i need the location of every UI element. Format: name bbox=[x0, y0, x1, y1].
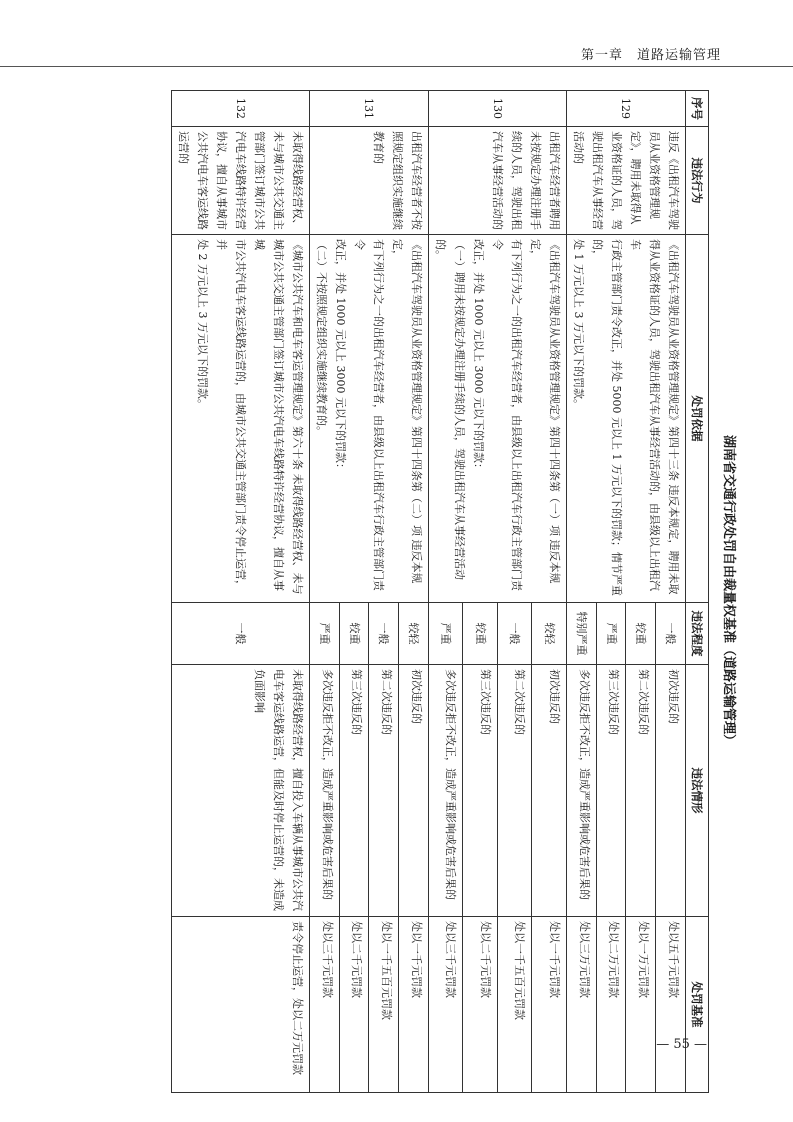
row-degree: 较重 bbox=[339, 603, 369, 665]
row-circumstance: 第三次违反的 bbox=[339, 665, 369, 917]
row-degree: 一般 bbox=[369, 603, 399, 665]
row-circumstance: 多次违反拒不改正，造成严重影响或危害后果的 bbox=[429, 665, 464, 917]
basis-line: 城市公共交通主管部门签订城市公共汽电车线路特许经营协议，擅自从事城 bbox=[253, 239, 285, 591]
row-degree: 一般 bbox=[656, 603, 686, 665]
row-circumstance: 多次违反拒不改正，造成严重影响或危害后果的 bbox=[567, 665, 597, 917]
basis-line: 《城市公共汽车和电车客运管理规定》第六十条 未取得线路经营权、未与 bbox=[291, 239, 304, 595]
row-circumstance: 第二次违反的 bbox=[498, 665, 533, 917]
header-degree: 违法程度 bbox=[686, 603, 709, 665]
row-standard: 处以一万元罚款 bbox=[626, 917, 656, 1093]
row-act: 出租汽车经营者不按照规定组织实施继续教育的 bbox=[310, 127, 429, 235]
table-row bbox=[656, 91, 686, 1093]
penalty-standard-table bbox=[171, 90, 709, 1093]
header-standard: 处罚基准 bbox=[686, 917, 709, 1093]
row-circumstance: 多次违反拒不改正，造成严重影响或危害后果的 bbox=[310, 665, 340, 917]
row-standard: 处以三千元罚款 bbox=[310, 917, 340, 1093]
row-degree: 特别严重 bbox=[567, 603, 597, 665]
running-header: 第一章 道路运输管理 bbox=[580, 48, 721, 63]
basis-line: 改正，并处 1000 元以上 3000 元以下的罚款： bbox=[334, 239, 347, 474]
row-standard: 处以一千五百元罚款 bbox=[369, 917, 399, 1093]
row-standard: 处以五千元罚款 bbox=[656, 917, 686, 1093]
row-act: 违反《出租汽车驾驶员从业资格管理规定》，聘用未取得从业资格证的人员，驾驶出租汽车从事经营活动的 bbox=[567, 127, 686, 235]
row-circumstance: 第二次违反的 bbox=[369, 665, 399, 917]
row-degree: 严重 bbox=[596, 603, 626, 665]
row-standard: 处以二万元罚款 bbox=[596, 917, 626, 1093]
row-standard: 责令停止运营，处以二万元罚款 bbox=[172, 917, 310, 1093]
row-seq: 130 bbox=[429, 91, 567, 127]
table-title: 湖南省交通行政处罚自由裁量权基准（道路运输管理） bbox=[721, 434, 736, 747]
row-degree: 较重 bbox=[626, 603, 656, 665]
page-number: — 55 — bbox=[656, 1037, 707, 1052]
basis-line: 处 1 万元以上 3 万元以下的罚款。 bbox=[572, 239, 585, 410]
row-standard: 处以二千元罚款 bbox=[339, 917, 369, 1093]
table-row bbox=[399, 91, 429, 1093]
row-circumstance: 初次违反的 bbox=[399, 665, 429, 917]
row-standard: 处以一千元罚款 bbox=[532, 917, 567, 1093]
row-act: 出租汽车经营者聘用未按规定办理注册手续的人员，驾驶出租汽车从事经营活动的 bbox=[429, 127, 567, 235]
basis-line: 市公共汽电车客运线路运营的，由城市公共交通主管部门责令停止运营，并 bbox=[215, 239, 247, 591]
row-basis bbox=[310, 235, 429, 603]
row-standard: 处以三千元罚款 bbox=[429, 917, 464, 1093]
row-degree: 严重 bbox=[429, 603, 464, 665]
row-circumstance: 初次违反的 bbox=[532, 665, 567, 917]
row-basis bbox=[172, 235, 310, 603]
row-circumstance: 第三次违反的 bbox=[596, 665, 626, 917]
basis-line: 《出租汽车驾驶员从业资格管理规定》第四十四条第（一）项 违反本规定， bbox=[529, 239, 561, 584]
header-circumstance: 违法情形 bbox=[686, 665, 709, 917]
row-degree: 一般 bbox=[172, 603, 310, 665]
rotated-table-area bbox=[61, 90, 743, 1092]
header-basis: 处罚依据 bbox=[686, 235, 709, 603]
row-circumstance: 第二次违反的 bbox=[626, 665, 656, 917]
row-degree: 一般 bbox=[498, 603, 533, 665]
basis-line: 改正，并处 1000 元以上 3000 元以下的罚款： bbox=[472, 239, 485, 474]
row-basis bbox=[567, 235, 686, 603]
basis-line: 有下列行为之一的出租汽车经营者，由县级以上出租汽车行政主管部门责令 bbox=[353, 239, 385, 591]
basis-line: （二）不按照规定组织实施继续教育的。 bbox=[315, 239, 328, 437]
row-circumstance: 初次违反的 bbox=[656, 665, 686, 917]
basis-line: 《出租汽车驾驶员从业资格管理规定》第四十三条 违反本规定，聘用未取 bbox=[667, 239, 680, 595]
row-degree: 严重 bbox=[310, 603, 340, 665]
row-basis bbox=[429, 235, 567, 603]
row-standard: 处以二千元罚款 bbox=[463, 917, 498, 1093]
row-degree: 较轻 bbox=[399, 603, 429, 665]
header-rule bbox=[0, 66, 793, 67]
basis-line: 《出租汽车驾驶员从业资格管理规定》第四十四条第（二）项 违反本规定， bbox=[391, 239, 423, 584]
basis-line: 行政主管部门责令改正，并处 5000 元以上 1 万元以下的罚款；情节严重的， bbox=[591, 239, 623, 596]
row-circumstance: 未取得线路经营权，擅自投入车辆从事城市公共汽电车客运线路运营，但能及时停止运营的，未造成负面影响 bbox=[172, 665, 310, 917]
row-standard: 处以一千元罚款 bbox=[399, 917, 429, 1093]
basis-line: （一）聘用未按规定办理注册手续的人员，驾驶出租汽车从事经营活动的。 bbox=[434, 239, 466, 580]
row-act: 未取得线路经营权、未与城市公共交通主管部门签订城市公共汽电车线路特许经营协议，擅自从事城市公共汽电车客运线路运营的 bbox=[172, 127, 310, 235]
row-standard: 处以一千五百元罚款 bbox=[498, 917, 533, 1093]
row-seq: 131 bbox=[310, 91, 429, 127]
row-seq: 129 bbox=[567, 91, 686, 127]
row-circumstance: 第三次违反的 bbox=[463, 665, 498, 917]
table-row bbox=[172, 91, 310, 1093]
header-act: 违法行为 bbox=[686, 127, 709, 235]
row-degree: 较轻 bbox=[532, 603, 567, 665]
basis-line: 处 2 万元以上 3 万元以下的罚款。 bbox=[196, 239, 209, 410]
basis-line: 有下列行为之一的出租汽车经营者，由县级以上出租汽车行政主管部门责令 bbox=[491, 239, 523, 591]
row-degree: 较重 bbox=[463, 603, 498, 665]
row-seq: 132 bbox=[172, 91, 310, 127]
header-seq: 序号 bbox=[686, 91, 709, 127]
table-header-row bbox=[686, 91, 709, 1093]
row-standard: 处以三万元罚款 bbox=[567, 917, 597, 1093]
basis-line: 得从业资格证的人员，驾驶出租汽车从事经营活动的，由县级以上出租汽车 bbox=[629, 239, 661, 591]
table-row bbox=[532, 91, 567, 1093]
